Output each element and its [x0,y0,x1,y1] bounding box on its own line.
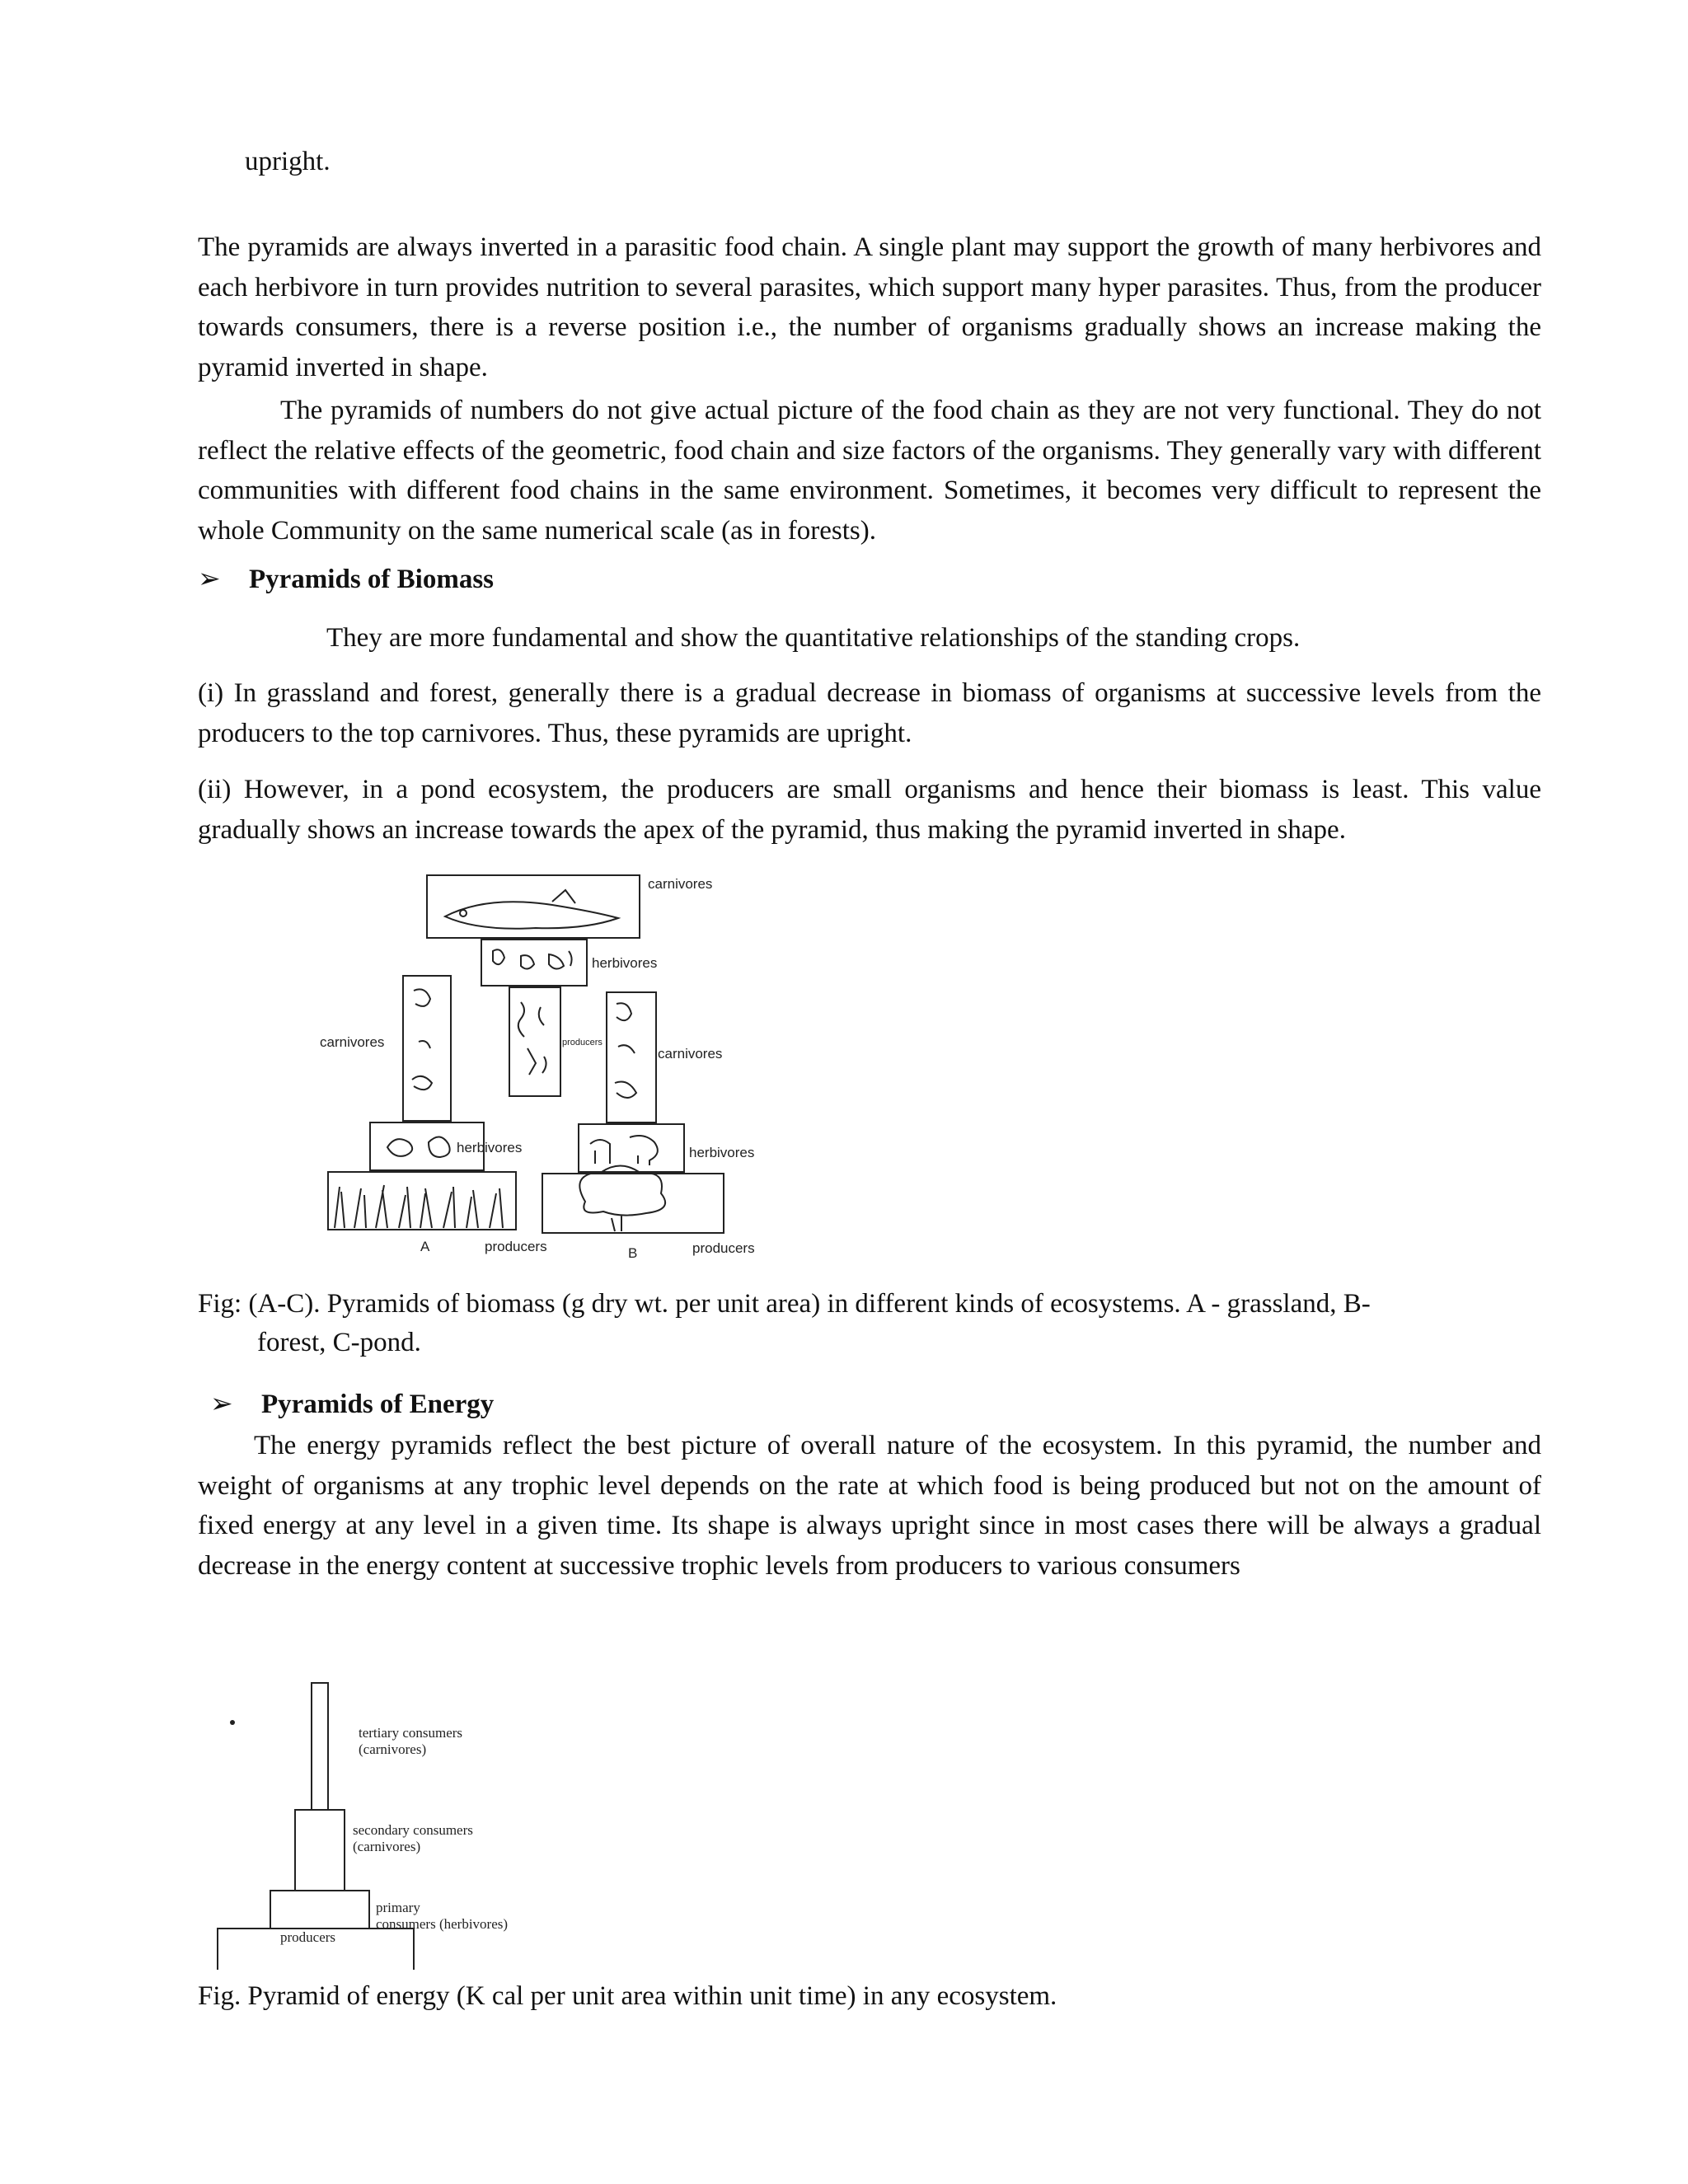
grassland-carnivores-label: carnivores [320,1034,385,1050]
forest-carnivore-icon [615,1003,636,1098]
biomass-intro: They are more fundamental and show the quantitative relationships of the standing crops. [326,623,1301,653]
grassland-carnivores-box [403,976,451,1121]
grassland-letter: A [420,1239,430,1254]
primary-label-1: primary [376,1900,420,1915]
arrow-bullet-icon: ➢ [210,1390,233,1419]
phytoplankton-icon [518,1002,546,1075]
caption-biomass [198,1285,1541,1362]
tertiary-label-1: tertiary consumers [359,1725,463,1741]
energy-pyramid-figure [206,1673,552,1970]
tertiary-label-2: (carnivores) [359,1741,427,1757]
heading-energy-label: Pyramids of Energy [261,1390,495,1419]
forest-herbivores-box [579,1124,684,1172]
grassland-producers-label: producers [485,1239,547,1254]
heading-pyramids-of-energy [210,1387,494,1420]
producers-label: producers [280,1929,336,1945]
caption-biomass-line2: forest, C-pond. [257,1328,421,1357]
heading-pyramids-of-biomass [198,562,494,595]
secondary-label-2: (carnivores) [353,1839,421,1854]
paragraph-biomass-ii: (ii) However, in a pond ecosystem, the producers are small organisms and hence their biomass is least. This value gradually shows an increase towards the apex of the pyramid, thus making the pyramid inverted in shape. [198,775,1541,845]
secondary-consumers-bar [295,1810,345,1891]
deer-elephant-icon [590,1136,658,1165]
forest-producers-box [542,1174,724,1233]
forest-letter: B [628,1245,638,1261]
pond-producers-box [509,987,560,1096]
biomass-pyramids-figure [305,865,783,1269]
pond-herbivores-label: herbivores [592,955,658,971]
fish-fin-icon [552,890,575,903]
caption-energy: Fig. Pyramid of energy (K cal per unit area within unit time) in any ecosystem. [198,1981,1057,2011]
zooplankton-icon [493,949,572,968]
arrow-bullet-icon: ➢ [198,565,221,594]
pond-producers-label: producers [562,1038,603,1047]
paragraph-biomass-i: (i) In grassland and forest, generally there is a gradual decrease in biomass of organisms at successive levels from the producers to the top carnivores. Thus, these pyramids are upright. [198,678,1541,748]
paragraph-pyramids-of-numbers: The pyramids of numbers do not give actual picture of the food chain as they are not very functional. They do not reflect the relative effects of the geometric, food chain and size factors of the organisms. They generally vary with different communities with different food chains in the same environment. Sometimes, it becomes very difficult to represent the whole Community on the same numerical scale (as in forests). [198,396,1541,546]
forest-carnivores-label: carnivores [658,1046,723,1062]
pond-carnivores-label: carnivores [648,876,713,892]
grassland-herbivores-label: herbivores [457,1140,523,1155]
text-upright: upright. [245,147,331,176]
primary-consumers-bar [270,1891,369,1929]
paragraph-energy: The energy pyramids reflect the best picture of overall nature of the ecosystem. In this pyramid, the number and weight of organisms at any trophic level depends on the rate at which food is being produced but not on the amount of fixed energy at any level in a given time. Its shape is always upright since in most cases there will be always a gradual decrease in the energy content at successive trophic levels from producers to various consumers [198,1431,1541,1581]
forest-herbivores-label: herbivores [689,1145,755,1160]
paragraph-parasitic-food-chain: The pyramids are always inverted in a parasitic food chain. A single plant may support the growth of many herbivores and each herbivore in turn provides nutrition to several parasites, which support many hyper parasites. Thus, from the producer towards consumers, there is a reverse position i.e., the number of organisms gradually shows an increase making the pyramid inverted in shape. [198,232,1541,382]
heading-biomass-label: Pyramids of Biomass [249,565,494,594]
grass-icon [335,1185,503,1228]
speck-mark [230,1720,235,1725]
rabbit-icon [387,1137,450,1157]
fish-icon [445,902,618,929]
secondary-label-1: secondary consumers [353,1822,473,1838]
tertiary-consumers-bar [312,1683,328,1810]
tree-icon [579,1165,665,1231]
primary-label-2: consumers (herbivores) [376,1916,509,1932]
caption-biomass-line1: Fig: (A-C). Pyramids of biomass (g dry wt. per unit area) in different kinds of ecosystems. A - grassland, B- [198,1289,1371,1319]
carnivore-animals-icon [412,989,432,1090]
forest-producers-label: producers [692,1240,755,1256]
